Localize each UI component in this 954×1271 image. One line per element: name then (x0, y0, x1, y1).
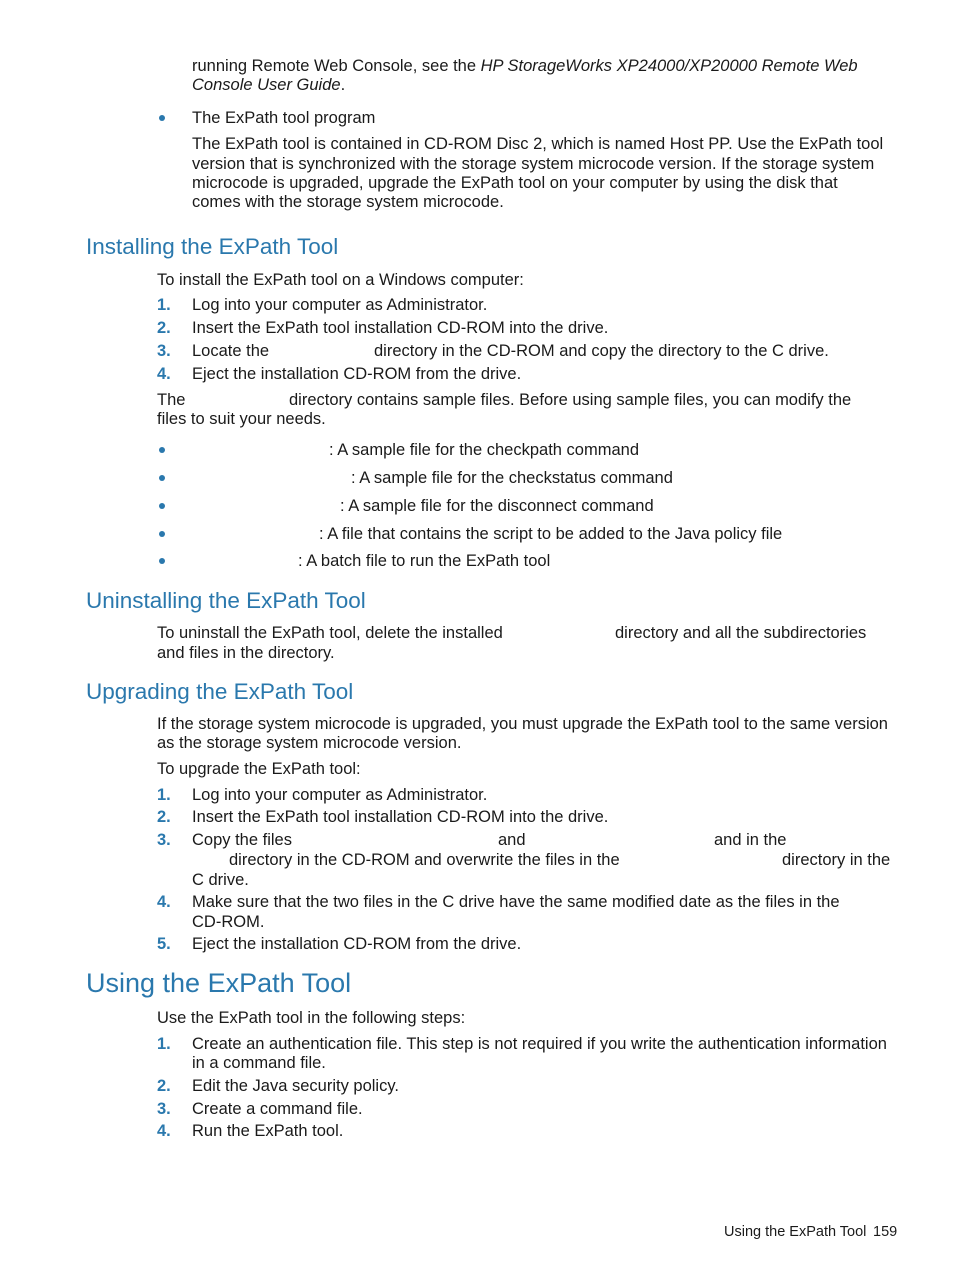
upgrading-step-3-b: and (498, 831, 526, 849)
guide-title: HP StorageWorks XP24000/XP20000 Remote Web (480, 57, 858, 75)
bullet-icon (159, 475, 165, 481)
installing-step-1: Log into your computer as Administrator. (192, 296, 488, 314)
using-step-1-line-1: Create an authentication file. This step is not required if you write the authentication information (192, 1035, 887, 1053)
footer-section: Using the ExPath Tool (724, 1224, 867, 1240)
step-number: 1. (157, 1035, 171, 1053)
bullet-icon (159, 531, 165, 537)
intro-para-line: microcode is upgraded, upgrade the ExPath tool on your computer by using the disk that (192, 174, 838, 192)
step-number: 5. (157, 935, 171, 953)
uninstalling-line-2: and files in the directory. (157, 644, 335, 662)
intro-line-1 (192, 56, 858, 76)
intro-para-line: version that is synchronized with the storage system microcode version. If the storage system (192, 155, 875, 173)
bullet-icon (159, 503, 165, 509)
step-number: 4. (157, 1122, 171, 1140)
sample-file-item: : A sample file for the checkpath command (329, 441, 639, 459)
heading-upgrading: Upgrading the ExPath Tool (86, 679, 354, 704)
step-number: 3. (157, 831, 171, 849)
sample-file-item: : A file that contains the script to be added to the Java policy file (319, 525, 783, 543)
upgrading-step-3-f: C drive. (192, 871, 249, 889)
upgrading-step-3-e: directory in the (782, 851, 891, 869)
upgrading-step-1: Log into your computer as Administrator. (192, 786, 488, 804)
upgrading-step-2: Insert the ExPath tool installation CD-ROM into the drive. (192, 808, 609, 826)
step-number: 2. (157, 1077, 171, 1095)
installing-step-2: Insert the ExPath tool installation CD-ROM into the drive. (192, 319, 609, 337)
bullet-program: The ExPath tool program (192, 109, 376, 127)
upgrading-para-line: If the storage system microcode is upgraded, you must upgrade the ExPath tool to the same version (157, 715, 888, 733)
page-number: 159 (873, 1224, 898, 1240)
upgrading-step-3-c: and in the (714, 831, 787, 849)
heading-using: Using the ExPath Tool (86, 968, 352, 998)
installing-step-3-post: directory in the CD-ROM and copy the directory to the C drive. (374, 342, 829, 360)
installing-lead: To install the ExPath tool on a Windows computer: (157, 271, 524, 289)
using-step-1-line-2: in a command file. (192, 1054, 326, 1072)
intro-para-line: The ExPath tool is contained in CD-ROM Disc 2, which is named Host PP. Use the ExPath tool (192, 135, 884, 153)
intro-para-line: comes with the storage system microcode. (192, 193, 504, 211)
heading-installing: Installing the ExPath Tool (86, 234, 339, 259)
intro-line-2 (192, 75, 345, 95)
uninstalling-pre: To uninstall the ExPath tool, delete the installed (157, 624, 503, 642)
sample-post: directory contains sample files. Before using sample files, you can modify the (289, 391, 852, 409)
uninstalling-post: directory and all the subdirectories (615, 624, 867, 642)
step-number: 1. (157, 786, 171, 804)
step-number: 3. (157, 342, 171, 360)
step-number: 4. (157, 893, 171, 911)
upgrading-step-4-line-1: Make sure that the two files in the C drive have the same modified date as the files in the (192, 893, 840, 911)
bullet-icon (159, 447, 165, 453)
sample-file-item: : A sample file for the checkstatus command (351, 469, 673, 487)
bullet-icon (159, 115, 165, 121)
step-number: 2. (157, 808, 171, 826)
step-number: 3. (157, 1100, 171, 1118)
upgrading-para-line: as the storage system microcode version. (157, 734, 462, 752)
sample-line-2: files to suit your needs. (157, 410, 326, 428)
step-number: 1. (157, 296, 171, 314)
upgrading-step-3-d: directory in the CD-ROM and overwrite the files in the (229, 851, 620, 869)
installing-step-4: Eject the installation CD-ROM from the drive. (192, 365, 522, 383)
sample-file-item: : A sample file for the disconnect command (340, 497, 654, 515)
using-step-3: Create a command file. (192, 1100, 363, 1118)
guide-title-cont: Console User Guide (192, 76, 341, 94)
using-step-4: Run the ExPath tool. (192, 1122, 344, 1140)
installing-step-3-pre: Locate the (192, 342, 270, 360)
sample-file-item: : A batch file to run the ExPath tool (298, 552, 551, 570)
intro-period: . (340, 76, 346, 94)
upgrading-step-5: Eject the installation CD-ROM from the drive. (192, 935, 522, 953)
bullet-icon (159, 558, 165, 564)
upgrading-step-3-a: Copy the files (192, 831, 292, 849)
upgrading-lead: To upgrade the ExPath tool: (157, 760, 361, 778)
using-step-2: Edit the Java security policy. (192, 1077, 399, 1095)
heading-uninstalling: Uninstalling the ExPath Tool (86, 588, 366, 613)
upgrading-step-4-line-2: CD-ROM. (192, 913, 265, 931)
step-number: 4. (157, 365, 171, 383)
step-number: 2. (157, 319, 171, 337)
sample-pre: The (157, 391, 186, 409)
using-lead: Use the ExPath tool in the following steps: (157, 1009, 466, 1027)
intro-text: running Remote Web Console, see the (192, 57, 481, 75)
